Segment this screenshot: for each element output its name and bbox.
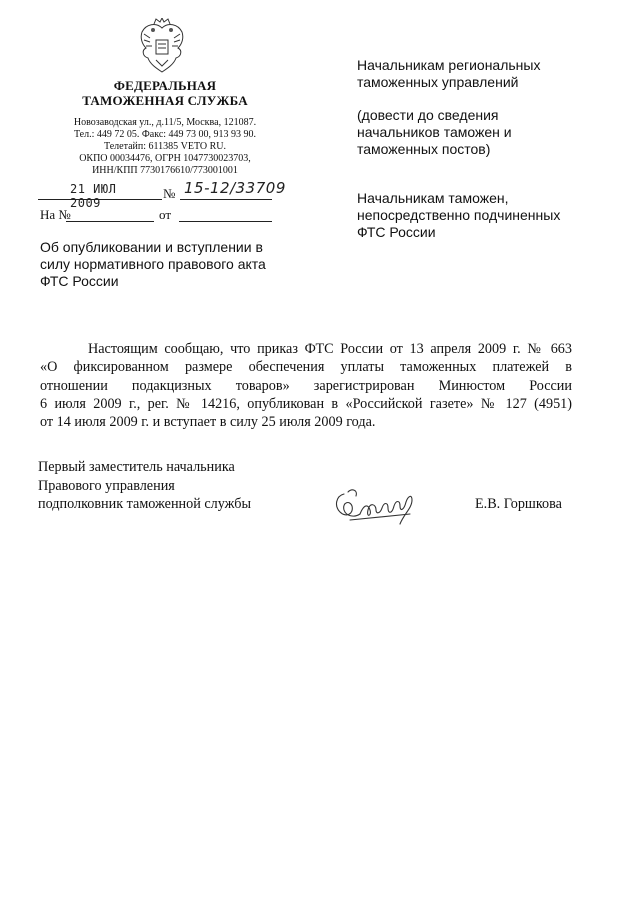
signer-name: Е.В. Горшкова — [475, 496, 562, 512]
body-line: Настоящим сообщаю, что приказ ФТС России от 13 апреля 2009 г. № 663 — [88, 341, 572, 357]
org-name-line: ФЕДЕРАЛЬНАЯ — [113, 78, 217, 93]
number-underline — [180, 199, 272, 200]
number-sign: № — [163, 186, 176, 201]
letter-body — [40, 340, 572, 431]
reference-date-label: от — [159, 207, 172, 222]
date-underline — [38, 199, 162, 200]
subject-line: Об опубликовании и вступлении в — [40, 239, 263, 255]
addressee-customs-heads — [357, 190, 560, 241]
addressee-regional-directorates — [357, 57, 540, 91]
addressee-line: непосредственно подчиненных — [357, 207, 561, 223]
addressee-line: таможенных постов) — [357, 141, 491, 157]
contact-line: Телетайп: 611385 VETO RU. — [103, 141, 226, 152]
body-line: «О фиксированном размере обеспечения уплаты таможенных платежей в — [40, 359, 572, 376]
registration-date-stamp: 21 ИЮЛ 2009 — [70, 182, 117, 210]
addressee-note — [357, 107, 512, 158]
addressee-line: (довести до сведения — [357, 107, 499, 123]
reference-date-blank — [179, 221, 272, 222]
reference-number-label: На № — [40, 207, 71, 222]
russian-coat-of-arms-icon — [136, 18, 188, 74]
reference-number-blank — [66, 221, 154, 222]
subject-line: силу нормативного правового акта — [40, 256, 266, 272]
subject-line: ФТС России — [40, 273, 119, 289]
handwritten-signature-icon — [330, 484, 416, 528]
body-line: 6 июля 2009 г., рег. № 14216, опубликован в «Российской газете» № 127 (4951) — [40, 395, 572, 412]
org-name-line: ТАМОЖЕННАЯ СЛУЖБА — [82, 93, 248, 108]
contact-line: Тел.: 449 72 05. Факс: 449 73 00, 913 93 90. — [73, 129, 257, 140]
position-line: Первый заместитель начальника — [38, 459, 235, 475]
addressee-line: начальников таможен и — [357, 124, 512, 140]
position-line: подполковник таможенной службы — [38, 496, 252, 513]
organization-name — [40, 78, 290, 108]
contact-line: ОКПО 00034476, ОГРН 1047730023703, — [79, 153, 251, 164]
contact-line: Новозаводская ул., д.11/5, Москва, 121087. — [73, 117, 257, 128]
addressee-line: таможенных управлений — [357, 74, 519, 90]
registration-number: 15-12/33709 — [184, 179, 286, 197]
contact-details — [40, 117, 290, 177]
contact-line: ИНН/КПП 7730176610/773001001 — [92, 165, 238, 176]
addressee-line: ФТС России — [357, 224, 436, 240]
addressee-line: Начальникам таможен, — [357, 190, 509, 206]
body-line: от 14 июля 2009 г. и вступает в силу 25 июля 2009 года. — [40, 414, 376, 431]
position-line: Правового управления — [38, 477, 175, 494]
addressee-line: Начальникам региональных — [357, 57, 541, 73]
body-line: отношении подакцизных товаров» зарегистрирован Минюстом России — [40, 377, 572, 394]
signatory-position — [38, 458, 251, 514]
letter-subject — [40, 239, 280, 290]
